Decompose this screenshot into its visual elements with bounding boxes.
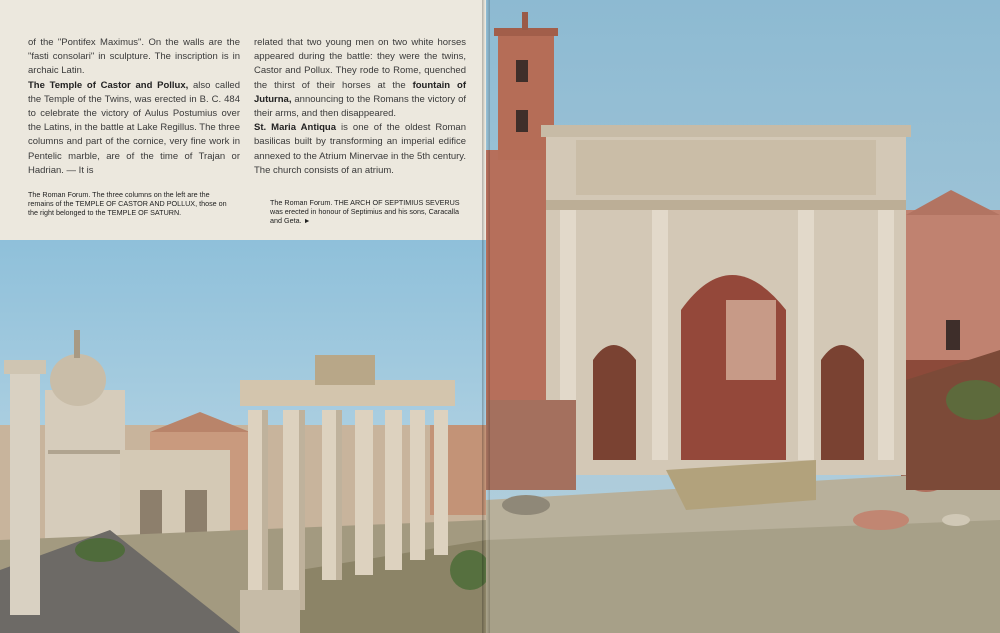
caption-text: The Roman Forum. The three columns on the left are the remains of the TEMPLE OF CASTOR AND POLLUX, those on the right belonged to the TEMPLE OF SATURN.: [28, 190, 227, 217]
paragraph-maria-antiqua: [254, 121, 466, 178]
caption-castor-pollux: [28, 190, 228, 217]
forum-photo-illustration: [0, 240, 486, 633]
heading-castor-pollux: The Temple of Castor and Pollux,: [28, 79, 189, 91]
paragraph-text: announcing to the Romans the victory of their arms, and then disappeared.: [254, 93, 466, 120]
arrow-right-icon: ►: [303, 218, 311, 225]
text-column-left: [28, 36, 240, 178]
arch-photo-illustration: [486, 0, 1000, 633]
paragraph-text: is one of the oldest Roman basilicas built by transforming an imperial edifice annexed to the Atrium Minervae in the 5th century. The church consists of an atrium.: [254, 122, 466, 176]
text-block: [0, 0, 486, 240]
heading-maria-antiqua: St. Maria Antiqua: [254, 122, 337, 134]
paragraph-fasti: [28, 36, 240, 79]
paragraph-text: also called the Temple of the Twins, was erected in B. C. 484 to celebrate the victory of Aulus Postumius over the Latins, in the battle at Lake Regillus. The three columns and part of the cornice, very fine work in Pentelic marble, are of the time of Trajan or Hadrian. — It is: [28, 79, 241, 176]
right-page-photo-arch-severus: [486, 0, 1000, 633]
photo-temple-castor-pollux: [0, 240, 486, 633]
left-page: [0, 0, 486, 633]
book-gutter: [482, 0, 490, 633]
paragraph-text: of the "Pontifex Maximus". On the walls are the "fasti consolari" in sculpture. The inscription is in archaic Latin.: [28, 37, 240, 77]
paragraph-text: related that two young men on two white horses appeared during the battle: they were the twins, Castor and Pollux. They rode to Rome, quenched the thirst of their horses at the: [254, 37, 466, 91]
paragraph-twins: [254, 36, 466, 121]
heading-juturna: fountain of Juturna,: [254, 79, 466, 105]
caption-text: The Roman Forum. THE ARCH OF SEPTIMIUS SEVERUS was erected in honour of Septimius and his sons, Caracalla and Geta.: [270, 198, 460, 225]
text-column-right: [254, 36, 466, 178]
caption-arch-severus: [270, 198, 470, 226]
paragraph-castor-pollux: [28, 79, 240, 178]
